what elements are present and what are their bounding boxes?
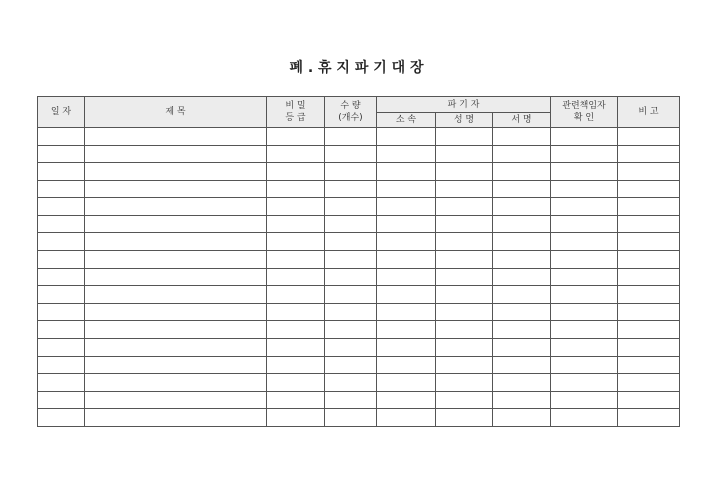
table-cell[interactable] [85, 215, 267, 233]
header-affiliation: 소 속 [377, 113, 436, 128]
table-cell[interactable] [618, 286, 680, 304]
page-title: 폐 . 휴 지 파 기 대 장 [289, 60, 424, 76]
table-cell[interactable] [38, 338, 85, 356]
table-cell[interactable] [267, 251, 325, 269]
header-subject: 제 목 [85, 97, 267, 128]
table-cell[interactable] [85, 163, 267, 181]
table-cell[interactable] [325, 268, 377, 286]
table-cell[interactable] [436, 374, 493, 392]
table-cell[interactable] [85, 303, 267, 321]
table-cell[interactable] [267, 286, 325, 304]
table-row [38, 268, 680, 286]
header-signature: 서 명 [493, 113, 551, 128]
table-cell[interactable] [38, 198, 85, 216]
table-cell[interactable] [436, 268, 493, 286]
table-cell[interactable] [493, 409, 551, 427]
table-cell[interactable] [551, 321, 618, 339]
table-cell[interactable] [325, 338, 377, 356]
table-cell[interactable] [267, 145, 325, 163]
header-date: 일 자 [38, 97, 85, 128]
table-cell[interactable] [377, 303, 436, 321]
table-cell[interactable] [436, 163, 493, 181]
table-cell[interactable] [85, 286, 267, 304]
table-cell[interactable] [377, 233, 436, 251]
table-cell[interactable] [551, 356, 618, 374]
table-cell[interactable] [325, 215, 377, 233]
header-name: 성 명 [436, 113, 493, 128]
table-cell[interactable] [377, 286, 436, 304]
table-cell[interactable] [377, 163, 436, 181]
table-cell[interactable] [493, 374, 551, 392]
table-cell[interactable] [325, 233, 377, 251]
table-cell[interactable] [493, 321, 551, 339]
table-cell[interactable] [38, 128, 85, 146]
table-cell[interactable] [551, 180, 618, 198]
table-cell[interactable] [85, 233, 267, 251]
table-cell[interactable] [551, 286, 618, 304]
table-cell[interactable] [551, 128, 618, 146]
table-cell[interactable] [436, 321, 493, 339]
table-row [38, 180, 680, 198]
table-cell[interactable] [618, 338, 680, 356]
table-cell[interactable] [377, 374, 436, 392]
header-quantity [325, 97, 377, 128]
ledger-body [38, 128, 680, 427]
table-cell[interactable] [325, 356, 377, 374]
table-cell[interactable] [618, 409, 680, 427]
table-cell[interactable] [38, 251, 85, 269]
table-cell[interactable] [618, 303, 680, 321]
table-cell[interactable] [436, 198, 493, 216]
table-cell[interactable] [493, 233, 551, 251]
table-cell[interactable] [377, 356, 436, 374]
table-cell[interactable] [551, 251, 618, 269]
destruction-ledger-table [37, 96, 680, 427]
table-cell[interactable] [325, 145, 377, 163]
table-cell[interactable] [377, 251, 436, 269]
table-cell[interactable] [267, 215, 325, 233]
table-cell[interactable] [325, 321, 377, 339]
table-cell[interactable] [38, 303, 85, 321]
table-cell[interactable] [85, 180, 267, 198]
table-cell[interactable] [38, 233, 85, 251]
table-cell[interactable] [436, 286, 493, 304]
header-secret-level-line2: 등 급 [285, 113, 306, 123]
table-cell[interactable] [551, 145, 618, 163]
table-cell[interactable] [85, 391, 267, 409]
table-row [38, 128, 680, 146]
table-row [38, 409, 680, 427]
table-row [38, 163, 680, 181]
table-cell[interactable] [267, 233, 325, 251]
table-row [38, 233, 680, 251]
table-cell[interactable] [618, 233, 680, 251]
table-cell[interactable] [267, 338, 325, 356]
table-cell[interactable] [267, 303, 325, 321]
table-cell[interactable] [493, 163, 551, 181]
table-cell[interactable] [377, 215, 436, 233]
table-cell[interactable] [267, 391, 325, 409]
table-cell[interactable] [436, 356, 493, 374]
table-row [38, 303, 680, 321]
table-cell[interactable] [377, 391, 436, 409]
table-cell[interactable] [551, 215, 618, 233]
table-cell[interactable] [267, 198, 325, 216]
table-cell[interactable] [618, 391, 680, 409]
table-cell[interactable] [325, 409, 377, 427]
table-cell[interactable] [85, 409, 267, 427]
table-cell[interactable] [38, 163, 85, 181]
table-cell[interactable] [436, 391, 493, 409]
table-cell[interactable] [38, 356, 85, 374]
table-cell[interactable] [551, 163, 618, 181]
table-cell[interactable] [267, 268, 325, 286]
table-cell[interactable] [436, 251, 493, 269]
header-quantity-line2: (개수) [338, 113, 363, 123]
table-cell[interactable] [85, 128, 267, 146]
table-cell[interactable] [377, 409, 436, 427]
table-cell[interactable] [377, 321, 436, 339]
table-cell[interactable] [493, 303, 551, 321]
table-cell[interactable] [38, 286, 85, 304]
header-destroyer: 파 기 자 [377, 97, 551, 113]
table-cell[interactable] [436, 180, 493, 198]
table-cell[interactable] [85, 251, 267, 269]
table-cell[interactable] [85, 145, 267, 163]
table-cell[interactable] [618, 215, 680, 233]
table-cell[interactable] [325, 374, 377, 392]
table-cell[interactable] [377, 198, 436, 216]
table-row [38, 251, 680, 269]
table-cell[interactable] [325, 251, 377, 269]
table-cell[interactable] [551, 391, 618, 409]
table-cell[interactable] [618, 128, 680, 146]
header-officer-line1: 관련책임자 [562, 101, 606, 111]
header-secret-level-line1: 비 밀 [285, 101, 306, 111]
table-cell[interactable] [325, 198, 377, 216]
table-cell[interactable] [38, 145, 85, 163]
table-cell[interactable] [325, 303, 377, 321]
table-cell[interactable] [267, 321, 325, 339]
table-cell[interactable] [618, 198, 680, 216]
table-cell[interactable] [436, 215, 493, 233]
table-cell[interactable] [38, 321, 85, 339]
table-cell[interactable] [551, 409, 618, 427]
table-cell[interactable] [493, 198, 551, 216]
table-cell[interactable] [493, 128, 551, 146]
table-cell[interactable] [551, 374, 618, 392]
table-cell[interactable] [325, 163, 377, 181]
table-cell[interactable] [267, 163, 325, 181]
table-cell[interactable] [493, 180, 551, 198]
table-row [38, 198, 680, 216]
table-cell[interactable] [85, 338, 267, 356]
table-cell[interactable] [267, 356, 325, 374]
table-cell[interactable] [377, 338, 436, 356]
table-cell[interactable] [325, 128, 377, 146]
table-cell[interactable] [618, 321, 680, 339]
table-cell[interactable] [551, 338, 618, 356]
table-cell[interactable] [493, 268, 551, 286]
table-cell[interactable] [436, 409, 493, 427]
table-cell[interactable] [551, 303, 618, 321]
table-cell[interactable] [493, 356, 551, 374]
table-cell[interactable] [436, 128, 493, 146]
table-row [38, 374, 680, 392]
table-cell[interactable] [267, 128, 325, 146]
table-cell[interactable] [38, 374, 85, 392]
table-cell[interactable] [85, 268, 267, 286]
table-cell[interactable] [85, 198, 267, 216]
table-cell[interactable] [493, 286, 551, 304]
table-row [38, 286, 680, 304]
table-cell[interactable] [618, 356, 680, 374]
table-cell[interactable] [325, 180, 377, 198]
table-cell[interactable] [85, 356, 267, 374]
table-cell[interactable] [551, 268, 618, 286]
table-cell[interactable] [436, 303, 493, 321]
header-officer-line2: 확 인 [573, 113, 595, 123]
table-cell[interactable] [377, 128, 436, 146]
table-cell[interactable] [38, 180, 85, 198]
table-cell[interactable] [85, 321, 267, 339]
table-cell[interactable] [377, 180, 436, 198]
table-cell[interactable] [618, 145, 680, 163]
table-cell[interactable] [618, 251, 680, 269]
table-cell[interactable] [493, 338, 551, 356]
table-cell[interactable] [38, 409, 85, 427]
table-cell[interactable] [493, 215, 551, 233]
table-cell[interactable] [38, 268, 85, 286]
table-row [38, 321, 680, 339]
table-cell[interactable] [551, 198, 618, 216]
table-cell[interactable] [38, 391, 85, 409]
table-cell[interactable] [436, 338, 493, 356]
table-row [38, 215, 680, 233]
table-cell[interactable] [267, 409, 325, 427]
table-cell[interactable] [377, 268, 436, 286]
table-row [38, 338, 680, 356]
table-cell[interactable] [267, 180, 325, 198]
header-quantity-line1: 수 량 [340, 101, 361, 111]
table-row [38, 356, 680, 374]
table-cell[interactable] [436, 145, 493, 163]
table-cell[interactable] [38, 215, 85, 233]
table-cell[interactable] [267, 374, 325, 392]
table-cell[interactable] [618, 163, 680, 181]
header-remarks: 비 고 [618, 97, 680, 128]
table-cell[interactable] [493, 251, 551, 269]
header-secret-level [267, 97, 325, 128]
table-cell[interactable] [377, 145, 436, 163]
table-cell[interactable] [493, 391, 551, 409]
table-cell[interactable] [325, 286, 377, 304]
table-cell[interactable] [436, 233, 493, 251]
table-cell[interactable] [493, 145, 551, 163]
table-row [38, 391, 680, 409]
table-cell[interactable] [551, 233, 618, 251]
table-cell[interactable] [618, 374, 680, 392]
table-cell[interactable] [85, 374, 267, 392]
table-cell[interactable] [618, 180, 680, 198]
table-cell[interactable] [618, 268, 680, 286]
table-row [38, 145, 680, 163]
header-officer-confirm [551, 97, 618, 128]
table-cell[interactable] [325, 391, 377, 409]
